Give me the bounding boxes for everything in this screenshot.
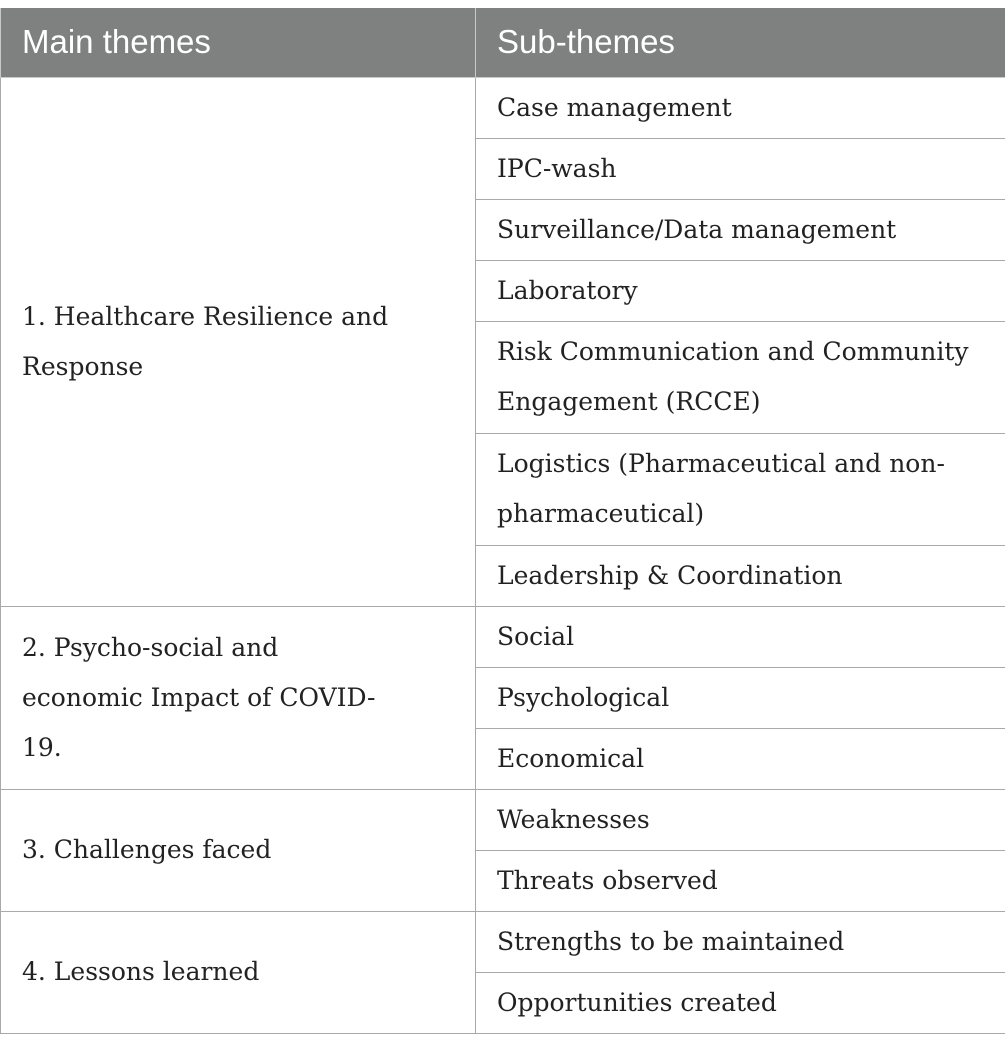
sub-theme-cell: IPC-wash xyxy=(476,138,1005,199)
sub-theme-cell: Surveillance/Data management xyxy=(476,199,1005,260)
table-row xyxy=(1,77,1005,138)
header-main-themes: Main themes xyxy=(1,8,476,77)
table-row xyxy=(1,789,1005,850)
sub-theme-cell: Opportunities created xyxy=(476,972,1005,1033)
table-row xyxy=(1,911,1005,972)
main-theme-cell: 1. Healthcare Resilience and Response xyxy=(1,77,476,606)
table-row xyxy=(1,606,1005,667)
header-row xyxy=(1,8,1005,77)
sub-theme-cell: Threats observed xyxy=(476,850,1005,911)
sub-theme-cell: Psychological xyxy=(476,667,1005,728)
sub-theme-cell: Leadership & Coordination xyxy=(476,545,1005,606)
header-sub-themes: Sub-themes xyxy=(476,8,1005,77)
sub-theme-cell: Laboratory xyxy=(476,260,1005,321)
sub-theme-cell: Risk Communication and Community Engagement (RCCE) xyxy=(476,321,1005,433)
sub-theme-cell: Social xyxy=(476,606,1005,667)
sub-theme-cell: Logistics (Pharmaceutical and non-pharmaceutical) xyxy=(476,433,1005,545)
main-theme-cell: 3. Challenges faced xyxy=(1,789,476,911)
themes-table xyxy=(0,8,1005,1034)
sub-theme-cell: Weaknesses xyxy=(476,789,1005,850)
sub-theme-cell: Case management xyxy=(476,77,1005,138)
sub-theme-cell: Economical xyxy=(476,728,1005,789)
sub-theme-cell: Strengths to be maintained xyxy=(476,911,1005,972)
main-theme-cell: 4. Lessons learned xyxy=(1,911,476,1033)
main-theme-cell: 2. Psycho-social and economic Impact of COVID-19. xyxy=(1,606,476,789)
